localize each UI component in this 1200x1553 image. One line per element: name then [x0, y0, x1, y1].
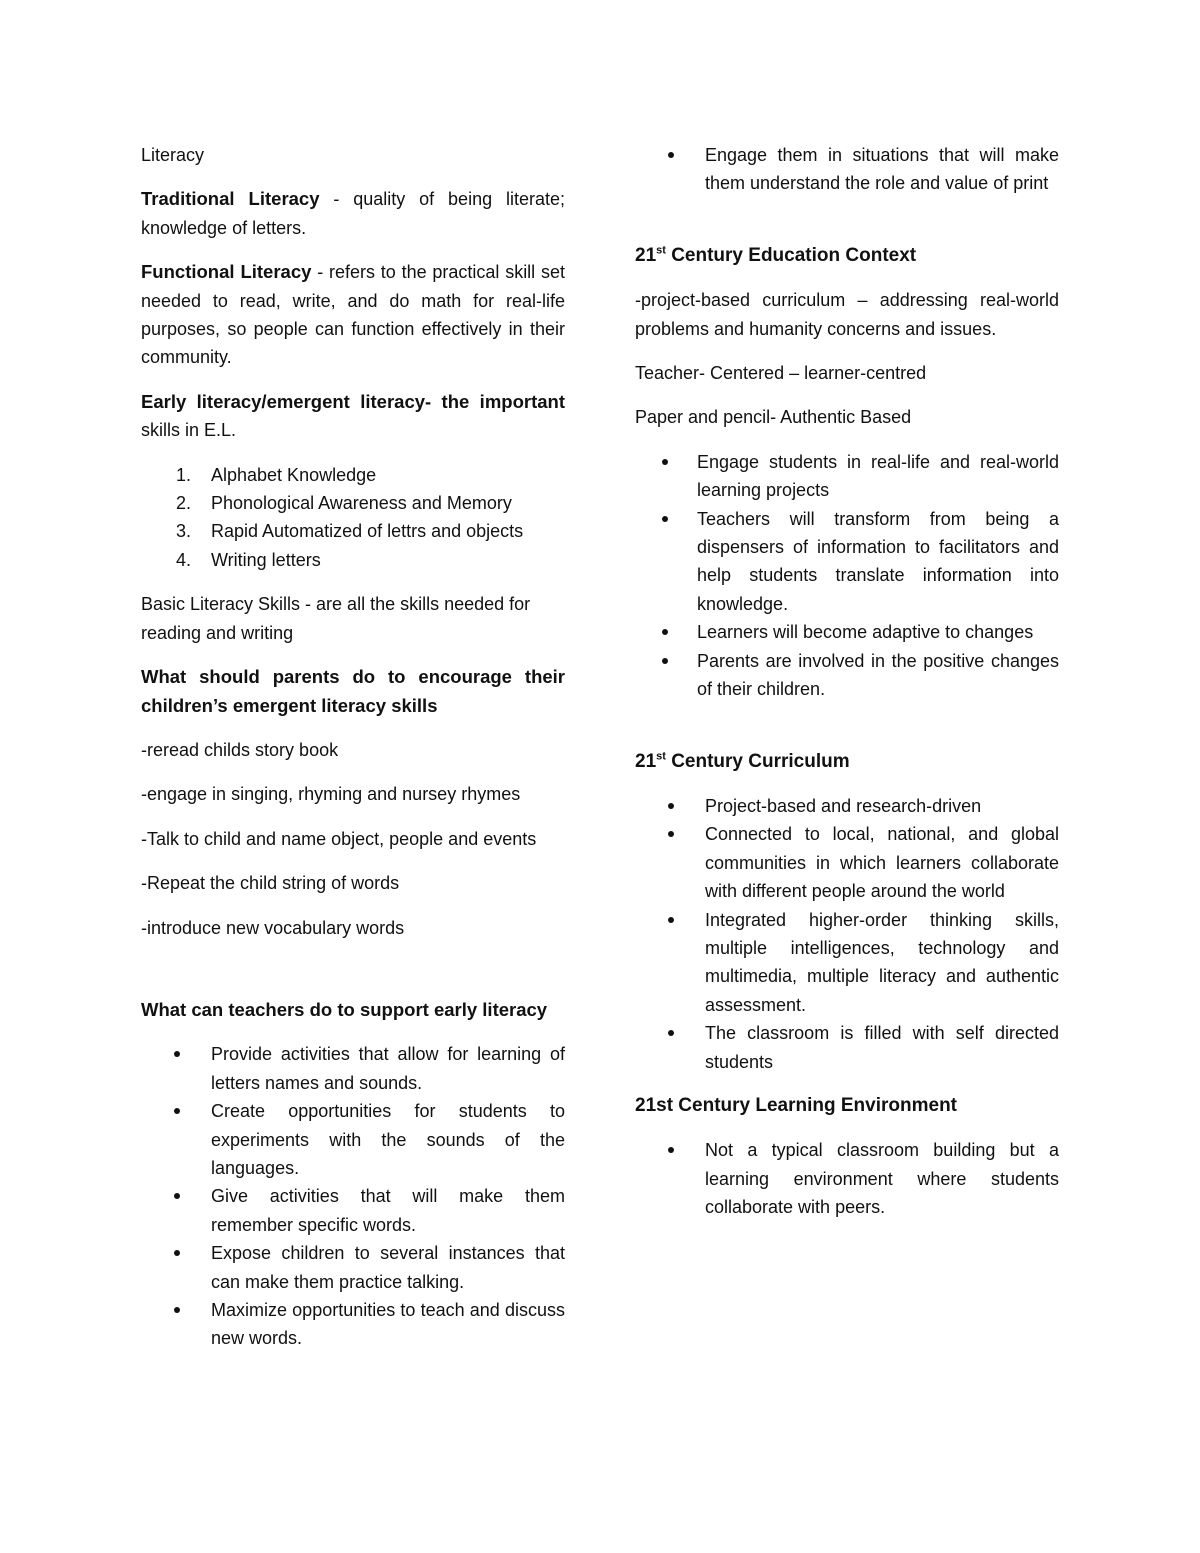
- parent-tip: -introduce new vocabulary words: [141, 917, 405, 938]
- list-text: Create opportunities for students to experiments with the sounds of the languages.: [211, 1101, 565, 1178]
- learning-environment-heading: 21st Century Learning Environment: [635, 1094, 958, 1116]
- list-text: Engage students in real-life and real-world learning projects: [697, 451, 1059, 501]
- list-item: [635, 906, 1059, 1020]
- parent-tip: -engage in singing, rhyming and nursey rhymes: [141, 784, 521, 805]
- term-definition: - quality of being literate; knowledge of letters.: [141, 189, 565, 238]
- list-number: 2.: [176, 493, 192, 514]
- list-number: 4.: [176, 549, 192, 570]
- list-text: Learners will become adaptive to changes: [697, 622, 1034, 643]
- list-number: 1.: [176, 464, 192, 485]
- spacer: [141, 958, 565, 996]
- education-line: Teacher- Centered – learner-centred: [635, 363, 927, 384]
- teachers-heading: What can teachers do to support early literacy: [141, 998, 548, 1020]
- list-item: [635, 647, 1059, 704]
- list-item: [635, 448, 1059, 505]
- bullet-icon: [174, 1051, 180, 1057]
- bullet-icon: [662, 658, 668, 664]
- continued-list: [635, 141, 1059, 198]
- early-literacy-def: [141, 388, 565, 445]
- list-text: Maximize opportunities to teach and discuss new words.: [211, 1300, 565, 1349]
- list-number: 3.: [176, 521, 192, 542]
- list-text: Provide activities that allow for learning of letters names and sounds.: [211, 1044, 565, 1093]
- list-text: Parents are involved in the positive changes of their children.: [697, 650, 1059, 700]
- list-item: [141, 546, 565, 574]
- bullet-icon: [174, 1193, 180, 1199]
- bullet-icon: [668, 917, 674, 923]
- term-label: Traditional Literacy: [141, 188, 320, 210]
- term-label: Functional Literacy: [141, 261, 312, 283]
- heading-text: Century Education Context: [665, 244, 917, 266]
- bullet-icon: [174, 1108, 180, 1114]
- bullet-icon: [662, 459, 668, 465]
- bullet-icon: [662, 629, 668, 635]
- education-line: Paper and pencil- Authentic Based: [635, 407, 912, 428]
- list-text: The classroom is filled with self directed students: [705, 1023, 1059, 1072]
- list-item: [635, 141, 1059, 198]
- list-item: [635, 1019, 1059, 1076]
- education-list: [635, 448, 1059, 704]
- list-text: Connected to local, national, and global communities in which learners collaborate with different people around the world: [705, 824, 1059, 902]
- list-text: Integrated higher-order thinking skills, multiple intelligences, technology and multimedia, multiple literacy and authentic assessment.: [705, 909, 1059, 1015]
- bullet-icon: [174, 1307, 180, 1313]
- list-text: Engage them in situations that will make them understand the role and value of print: [705, 145, 1059, 194]
- spacer: [635, 214, 1059, 242]
- list-item: [635, 820, 1059, 905]
- bullet-icon: [668, 831, 674, 837]
- list-item: [635, 505, 1059, 619]
- spacer: [635, 720, 1059, 748]
- heading-number: 21: [635, 244, 657, 266]
- list-item: [141, 1040, 565, 1097]
- list-text: Teachers will transform from being a dispensers of information to facilitators and help students translate information into knowledge.: [697, 508, 1059, 614]
- list-text: Expose children to several instances that can make them practice talking.: [211, 1243, 565, 1292]
- education-context-heading: [635, 242, 1059, 270]
- list-text: Writing letters: [211, 549, 321, 570]
- list-item: [141, 1182, 565, 1239]
- teachers-list: [141, 1040, 565, 1352]
- heading-number: 21: [635, 750, 657, 772]
- traditional-literacy-def: [141, 185, 565, 242]
- skills-list: [141, 461, 565, 575]
- heading-text: Century Curriculum: [665, 750, 850, 772]
- functional-literacy-def: [141, 258, 565, 372]
- list-item: [141, 489, 565, 517]
- term-definition: skills in E.L.: [141, 420, 237, 441]
- term-definition: - refers to the practical skill set needed to read, write, and do math for real-life purposes, so people can function effectively in their community.: [141, 262, 565, 368]
- heading-ordinal: st: [656, 244, 666, 257]
- list-item: [635, 618, 1059, 646]
- curriculum-list: [635, 792, 1059, 1076]
- bullet-icon: [174, 1250, 180, 1256]
- list-text: Rapid Automatized of lettrs and objects: [211, 521, 524, 542]
- list-item: [141, 1097, 565, 1182]
- bullet-icon: [668, 152, 674, 158]
- parent-tip: -Talk to child and name object, people and events: [141, 828, 537, 849]
- list-text: Project-based and research-driven: [705, 795, 982, 816]
- basic-literacy-def: Basic Literacy Skills - are all the skills needed for reading and writing: [141, 594, 531, 643]
- list-item: [141, 1239, 565, 1296]
- list-text: Not a typical classroom building but a learning environment where students collaborate with peers.: [705, 1140, 1059, 1218]
- left-column: [141, 141, 565, 1369]
- parents-heading: What should parents do to encourage their children’s emergent literacy skills: [141, 666, 565, 716]
- list-text: Alphabet Knowledge: [211, 464, 377, 485]
- parent-tip: -reread childs story book: [141, 739, 339, 760]
- parent-tip: -Repeat the child string of words: [141, 873, 400, 894]
- list-item: [141, 517, 565, 545]
- term-label: Early literacy/emergent literacy- the important: [141, 390, 565, 412]
- bullet-icon: [662, 516, 668, 522]
- page-title: Literacy: [141, 145, 205, 165]
- environment-list: [635, 1136, 1059, 1221]
- curriculum-heading: [635, 748, 1059, 776]
- bullet-icon: [668, 1147, 674, 1153]
- list-item: [141, 461, 565, 489]
- right-column: [635, 141, 1059, 1238]
- education-line: -project-based curriculum – addressing real-world problems and humanity concerns and issues.: [635, 290, 1059, 339]
- heading-ordinal: st: [656, 750, 666, 763]
- bullet-icon: [668, 1030, 674, 1036]
- list-item: [141, 1296, 565, 1353]
- list-text: Phonological Awareness and Memory: [211, 493, 512, 514]
- list-text: Give activities that will make them remember specific words.: [211, 1186, 565, 1235]
- list-item: [635, 1136, 1059, 1221]
- bullet-icon: [668, 803, 674, 809]
- list-item: [635, 792, 1059, 820]
